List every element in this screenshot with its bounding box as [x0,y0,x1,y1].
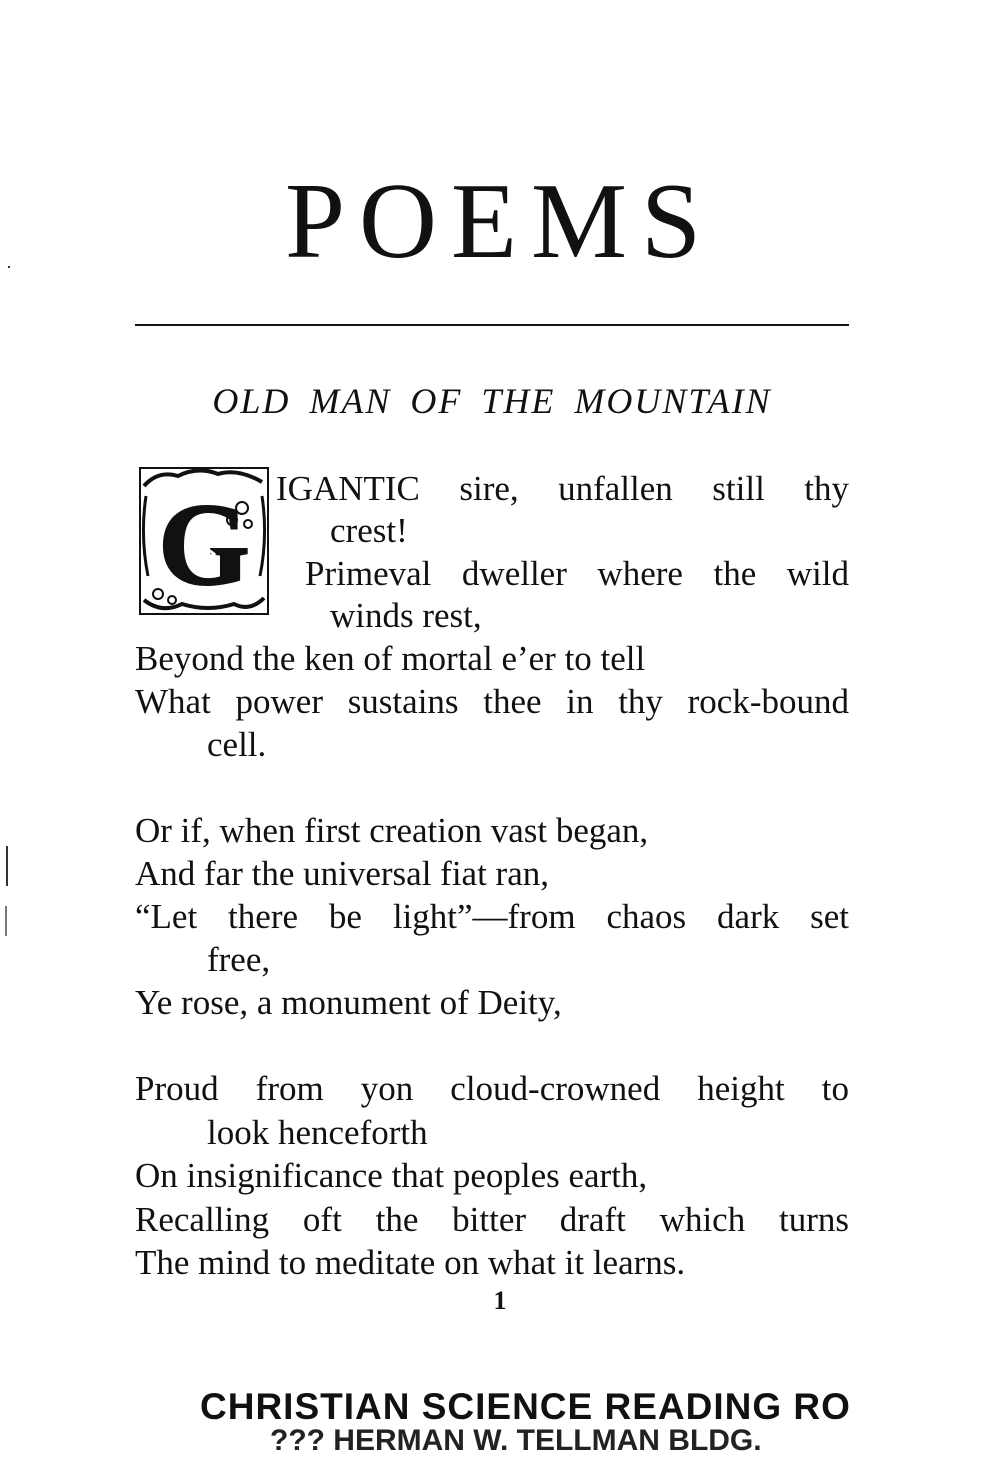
poem-line: Beyond the ken of mortal e’er to tell [135,639,646,678]
poem-line: On insignificance that peoples earth, [135,1156,648,1195]
poem-line: What power sustains thee in thy rock-bound [135,682,849,721]
poem-line: The mind to meditate on what it learns. [135,1243,686,1282]
poem-line: Recalling oft the bitter draft which turns [135,1200,849,1239]
poem-line: free, [207,940,271,979]
library-stamp-second-line [270,1424,830,1457]
poem-line: And far the universal fiat ran, [135,854,550,893]
poem-line: Proud from yon cloud-crowned height to [135,1069,849,1108]
poem-line: winds rest, [330,596,482,635]
page-title: POEMS [284,162,716,281]
library-stamp-second-line-text: ??? HERMAN W. TELLMAN BLDG. [270,1424,762,1457]
poem-line: Primeval dweller where the wild [305,554,849,593]
scan-mark [5,906,7,936]
poem-line: IGANTIC sire, unfallen still thy [276,469,849,508]
poem-line: Or if, when first creation vast began, [135,811,649,850]
poem-line: cell. [207,725,267,764]
page-number: 1 [493,1286,507,1315]
poem-line: “Let there be light”—from chaos dark set [135,897,849,936]
poem-line: look henceforth [207,1113,428,1152]
ornamental-drop-cap [138,466,270,616]
title-divider [135,324,849,326]
library-stamp: CHRISTIAN SCIENCE READING RO [200,1386,851,1427]
drop-cap-letter: G [158,479,250,610]
poem-line: crest! [330,511,408,550]
scan-mark [8,266,10,268]
scan-mark [6,846,8,886]
poem-line: Ye rose, a monument of Deity, [135,983,562,1022]
poem-title: OLD MAN OF THE MOUNTAIN [212,381,772,421]
